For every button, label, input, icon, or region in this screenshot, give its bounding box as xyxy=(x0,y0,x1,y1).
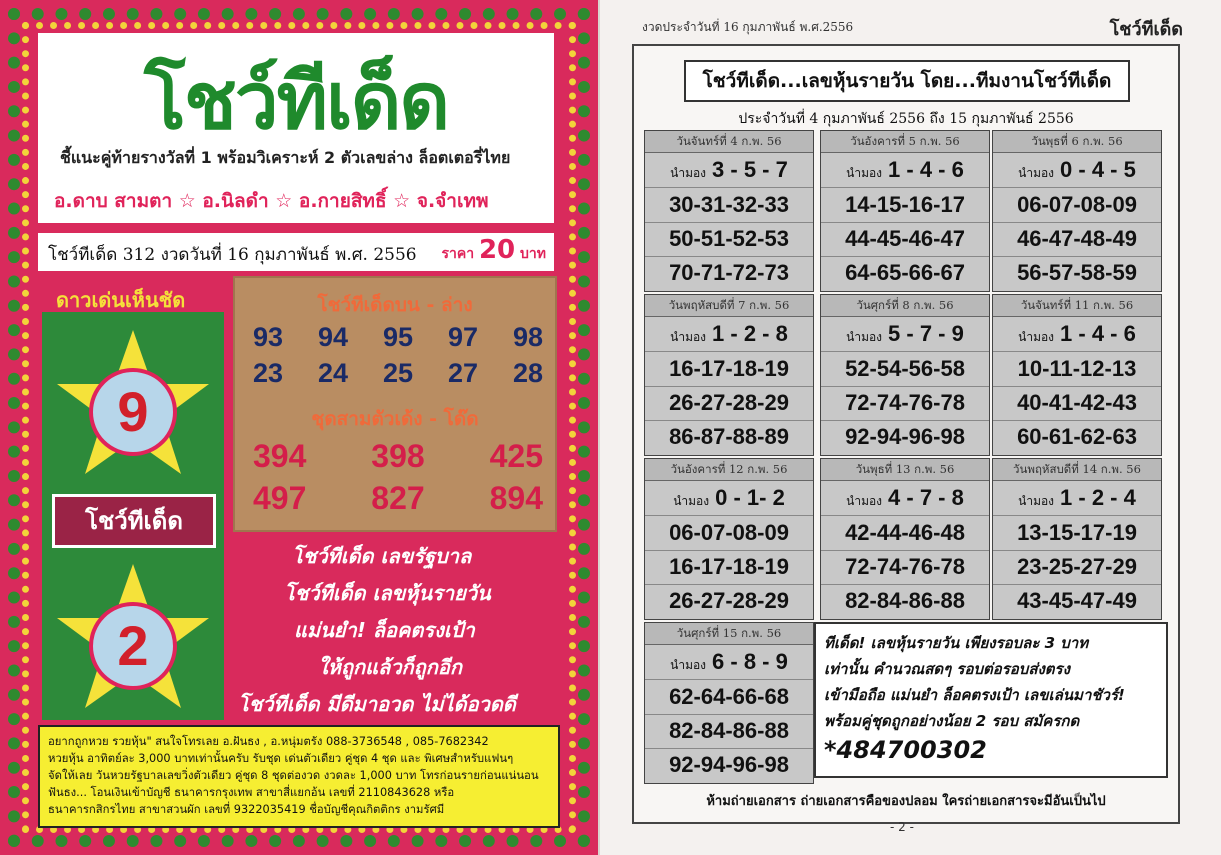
lead-digits: 4 - 7 - 8 xyxy=(888,485,964,510)
slogan-line: โชว์ทีเด็ด เลขหุ้นรายวัน xyxy=(284,581,491,605)
day-card-number-row: 44-45-46-47 xyxy=(821,222,989,257)
day-card-number-row: 16-17-18-19 xyxy=(645,352,813,387)
day-card-number-row: 26-27-28-29 xyxy=(645,386,813,421)
day-card-date: วันจันทร์ที่ 4 ก.พ. 56 xyxy=(645,131,813,153)
panel-label: โชว์ทีเด็ด xyxy=(52,494,216,548)
number: 398 xyxy=(371,438,425,474)
day-card-number-row: 92-94-96-98 xyxy=(669,752,789,777)
day-card-number-row: 72-74-76-78 xyxy=(821,386,989,421)
day-card-number-row: 10-11-12-13 xyxy=(993,352,1161,387)
day-card-date: วันอังคารที่ 5 ก.พ. 56 xyxy=(821,131,989,153)
day-card-lead-row xyxy=(821,317,989,352)
contact-box xyxy=(38,725,560,828)
number: 894 xyxy=(489,480,543,516)
number: 24 xyxy=(317,358,349,388)
day-card-date: วันพฤหัสบดีที่ 7 ก.พ. 56 xyxy=(645,295,813,317)
lead-word: นำมอง xyxy=(1018,330,1055,344)
three-digit-row-2 xyxy=(253,480,543,517)
day-card xyxy=(820,130,990,292)
day-card xyxy=(992,294,1162,456)
lead-digits: 1 - 4 - 6 xyxy=(888,157,964,182)
logo-title: โชว์ทีเด็ด xyxy=(143,57,449,147)
headline: โชว์ทีเด็ด...เลขหุ้นรายวัน โดย...ทีมงานโชว์ทีเด็ด xyxy=(684,60,1130,102)
footer-warning: ห้ามถ่ายเอกสาร ถ่ายเอกสารคือของปลอม ใครถ่ายเอกสารจะมีอันเป็นไป xyxy=(706,794,1106,809)
contact-line: ธนาคารกสิกรไทย สาขาสวนผัก เลขที่ 9322035419 ชื่อบัญชีคุณกิตติกร งามรัศมี xyxy=(48,803,445,816)
number: 25 xyxy=(382,358,414,388)
slogan-line: ให้ถูกแล้วก็ถูกอีก xyxy=(318,655,462,679)
day-card-number-row: 72-74-76-78 xyxy=(821,550,989,585)
price xyxy=(441,235,546,265)
number: 28 xyxy=(512,358,543,388)
lead-digits: 1 - 2 - 8 xyxy=(712,321,788,346)
day-card-number-row: 62-64-66-68 xyxy=(645,680,813,715)
day-card xyxy=(992,458,1162,620)
day-card xyxy=(992,130,1162,292)
number: 97 xyxy=(447,322,478,352)
numbers-panel xyxy=(233,276,557,532)
number: 98 xyxy=(512,322,543,352)
day-card-number-row: 42-44-46-48 xyxy=(821,516,989,551)
info-line: ทีเด็ด! เลขหุ้นรายวัน เพียงรอบละ 3 บาท xyxy=(824,634,1089,652)
day-card-number-row: 40-41-42-43 xyxy=(993,386,1161,421)
title-box xyxy=(38,33,554,223)
day-card-number-row: 92-94-96-98 xyxy=(845,424,965,449)
day-card-number-row: 82-84-86-88 xyxy=(845,588,965,613)
contact-line: ฟันธง... โอนเงินเข้าบัญชี ธนาคารกรุงเทพ สาขาสี่แยกอ้น เลขที่ 2110843628 หรือ xyxy=(48,786,455,799)
day-card-number-row: 70-71-72-73 xyxy=(669,260,789,285)
star-number-top: 9 xyxy=(89,368,177,456)
slogan-line: โชว์ทีเด็ด เลขรัฐบาล xyxy=(292,544,472,568)
star-number-bottom: 2 xyxy=(89,602,177,690)
number: 94 xyxy=(317,322,349,352)
issue-date: งวดประจำวันที่ 16 กุมภาพันธ์ พ.ศ.2556 xyxy=(642,20,854,34)
day-card-lead-row xyxy=(645,645,813,680)
experts-line: อ.ดาบ สามตา ☆ อ.นิลดำ ☆ อ.กายสิทธิ์ ☆ จ.จำเทพ xyxy=(54,190,489,212)
number: 827 xyxy=(371,480,425,516)
lead-word: นำมอง xyxy=(670,658,707,672)
day-card-date: วันพุธที่ 13 ก.พ. 56 xyxy=(821,459,989,481)
star-heading: ดาวเด่นเห็นชัด xyxy=(56,288,186,312)
info-line: เท่านั้น คำนวณสดๆ รอบต่อรอบส่งตรง xyxy=(824,660,1070,678)
lead-digits: 3 - 5 - 7 xyxy=(712,157,788,182)
subtitle: ชี้แนะคู่ท้ายรางวัลที่ 1 พร้อมวิเคราะห์ 2 ตัวเลขล่าง ล็อตเตอรี่ไทย xyxy=(60,148,511,167)
day-card-lead-row xyxy=(645,481,813,516)
day-card-lead-row xyxy=(645,153,813,188)
day-card-date: วันพฤหัสบดีที่ 14 ก.พ. 56 xyxy=(993,459,1161,481)
day-card-number-row: 64-65-66-67 xyxy=(845,260,965,285)
three-digit-row-1 xyxy=(253,438,543,475)
info-line: เข้ามือถือ แม่นยำ ล็อคตรงเป้า เลขเล่นมาชัวร์! xyxy=(824,686,1125,704)
day-card-number-row: 50-51-52-53 xyxy=(645,222,813,257)
day-card-date: วันจันทร์ที่ 11 ก.พ. 56 xyxy=(993,295,1161,317)
price-unit: บาท xyxy=(520,246,546,262)
day-card-number-row: 86-87-88-89 xyxy=(669,424,789,449)
day-card-lead-row xyxy=(993,317,1161,352)
two-digit-row-2 xyxy=(253,358,543,389)
lead-word: นำมอง xyxy=(846,494,883,508)
slogan-line: โชว์ทีเด็ด มีดีมาอวด ไม่ได้อวดดี xyxy=(238,692,516,716)
right-page xyxy=(600,0,1221,855)
slogan-line: แม่นยำ! ล็อคตรงเป้า xyxy=(294,618,475,642)
page-number: - 2 - xyxy=(890,820,914,834)
lead-word: นำมอง xyxy=(670,166,707,180)
day-card xyxy=(644,622,814,784)
number: 93 xyxy=(253,322,284,352)
lead-word: นำมอง xyxy=(846,330,883,344)
day-card-date: วันพุธที่ 6 ก.พ. 56 xyxy=(993,131,1161,153)
issue-text: โชว์ทีเด็ด 312 งวดวันที่ 16 กุมภาพันธ์ พ.ศ. 2556 xyxy=(48,245,417,265)
number: 95 xyxy=(382,322,414,352)
day-card-number-row: 30-31-32-33 xyxy=(645,188,813,223)
day-card-number-row: 43-45-47-49 xyxy=(1017,588,1137,613)
lead-digits: 5 - 7 - 9 xyxy=(888,321,964,346)
day-card-lead-row xyxy=(821,481,989,516)
lead-word: นำมอง xyxy=(670,330,707,344)
lead-word: นำมอง xyxy=(1018,166,1055,180)
day-card xyxy=(644,130,814,292)
period: ประจำวันที่ 4 กุมภาพันธ์ 2556 ถึง 15 กุมภาพันธ์ 2556 xyxy=(738,111,1074,127)
number: 497 xyxy=(253,480,307,516)
day-card-number-row: 13-15-17-19 xyxy=(993,516,1161,551)
day-card xyxy=(644,294,814,456)
number: 23 xyxy=(253,358,284,388)
lead-digits: 6 - 8 - 9 xyxy=(712,649,788,674)
stock-numbers-frame xyxy=(632,44,1180,824)
day-card-number-row: 52-54-56-58 xyxy=(821,352,989,387)
issue-bar xyxy=(38,233,554,271)
day-card xyxy=(820,458,990,620)
day-card-number-row: 60-61-62-63 xyxy=(1017,424,1137,449)
day-card-lead-row xyxy=(645,317,813,352)
brand: โชว์ทีเด็ด xyxy=(1109,19,1183,40)
number: 394 xyxy=(253,438,307,474)
lead-word: นำมอง xyxy=(846,166,883,180)
price-label: ราคา xyxy=(441,246,475,262)
day-card-number-row: 46-47-48-49 xyxy=(993,222,1161,257)
lead-digits: 1 - 2 - 4 xyxy=(1060,485,1136,510)
day-card-number-row: 56-57-58-59 xyxy=(1017,260,1137,285)
two-digit-row-1 xyxy=(253,322,543,353)
numbers-heading-2: ชุดสามตัวเด้ง - โด๊ด xyxy=(311,408,479,430)
day-card-number-row: 06-07-08-09 xyxy=(993,188,1161,223)
day-card-number-row: 06-07-08-09 xyxy=(645,516,813,551)
number: 27 xyxy=(447,358,478,388)
day-card-lead-row xyxy=(821,153,989,188)
day-card-date: วันศุกร์ที่ 15 ก.พ. 56 xyxy=(645,623,813,645)
day-card-number-row: 16-17-18-19 xyxy=(645,550,813,585)
day-card-number-row: 26-27-28-29 xyxy=(669,588,789,613)
number: 425 xyxy=(489,438,543,474)
contact-line: หวยหุ้น อาทิตย์ละ 3,000 บาทเท่านั้นครับ รับชุด เด่นตัวเดียว คู่ชุด 4 ชุด และ พิเศษสำหรับแฟนๆ xyxy=(48,752,514,765)
lead-word: นำมอง xyxy=(1018,494,1055,508)
day-card-number-row: 23-25-27-29 xyxy=(993,550,1161,585)
left-page xyxy=(0,0,598,855)
day-card-date: วันอังคารที่ 12 ก.พ. 56 xyxy=(645,459,813,481)
contact-line: จัดให้เลย วันหวยรัฐบาลเลขวิ่งตัวเดียว คู่ชุด 8 ชุดต่องวด งวดละ 1,000 บาท โทรก่อนรายก่อนแน่นอน xyxy=(48,769,539,782)
price-value: 20 xyxy=(478,235,516,265)
lead-word: นำมอง xyxy=(673,494,710,508)
numbers-heading-1: โชว์ทีเด็ดบน - ล่าง xyxy=(317,294,473,316)
contact-line: อยากถูกหวย รวยหุ้น" สนใจโทรเลย อ.ฝันธง , อ.หนุ่มตรัง 088-3736548 , 085-7682342 xyxy=(48,735,489,748)
day-card-date: วันศุกร์ที่ 8 ก.พ. 56 xyxy=(821,295,989,317)
lead-digits: 0 - 4 - 5 xyxy=(1060,157,1136,182)
info-box xyxy=(814,622,1168,778)
info-line: พร้อมคู่ชุดถูกอย่างน้อย 2 รอบ สมัครกด xyxy=(824,712,1080,730)
day-card-lead-row xyxy=(993,153,1161,188)
phone-code: *484700302 xyxy=(824,736,987,764)
day-card-number-row: 14-15-16-17 xyxy=(821,188,989,223)
lead-digits: 1 - 4 - 6 xyxy=(1060,321,1136,346)
day-card-number-row: 82-84-86-88 xyxy=(645,714,813,749)
lead-digits: 0 - 1- 2 xyxy=(715,485,785,510)
day-card xyxy=(644,458,814,620)
day-card-lead-row xyxy=(993,481,1161,516)
day-card xyxy=(820,294,990,456)
